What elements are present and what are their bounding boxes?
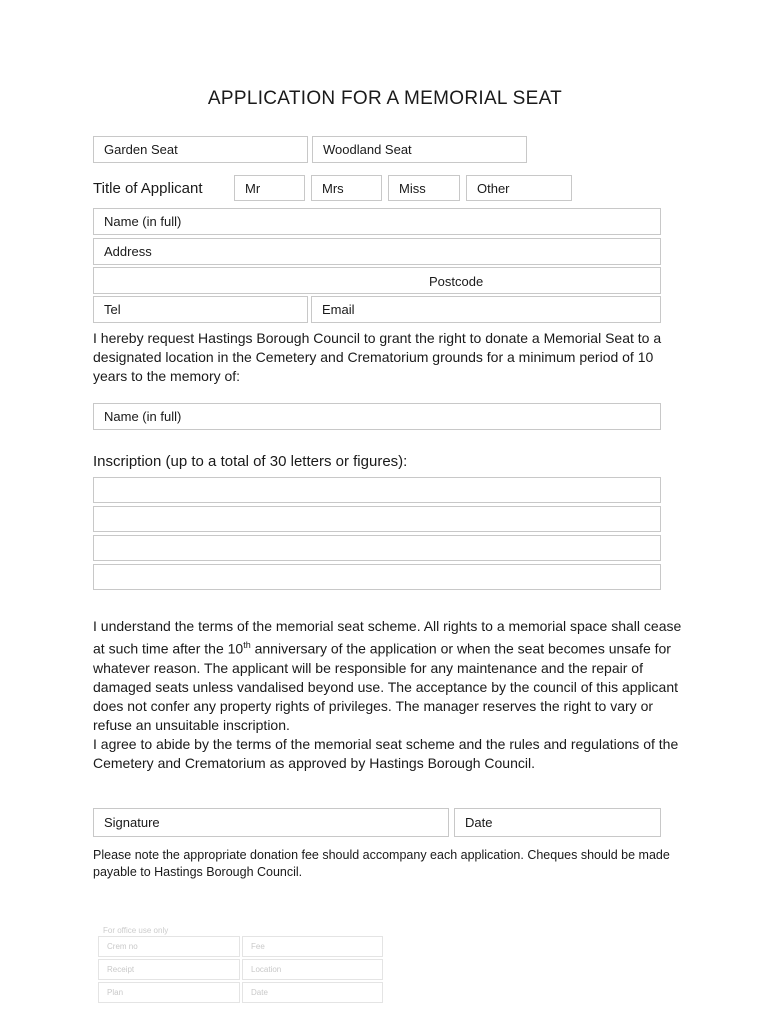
title-of-applicant-label: Title of Applicant — [93, 180, 203, 197]
email-label: Email — [322, 302, 355, 317]
inscription-line-1[interactable] — [93, 477, 661, 503]
office-use-heading: For office use only — [103, 926, 169, 935]
applicant-name-label: Name (in full) — [104, 214, 182, 229]
terms-text-part2: anniversary of the application or when the seat becomes unsafe for whatever reason. The applicant will be responsible for any maintenance and the repair of damaged seats unless vandalised beyond use. The acceptance by the council of this applicant does not confer any property rights of privileges. The manager reserves the right to vary or refuse an unsuitable inscription. — [93, 640, 679, 733]
date-label: Date — [465, 815, 493, 830]
garden-seat-label: Garden Seat — [104, 142, 178, 157]
title-mr-label: Mr — [245, 180, 261, 196]
office-plan-field[interactable] — [98, 982, 240, 1003]
inscription-line-3[interactable] — [93, 535, 661, 561]
inscription-line-4[interactable] — [93, 564, 661, 590]
address-line-2-field[interactable] — [93, 267, 661, 294]
address-label: Address — [104, 244, 152, 259]
office-crem-no-field[interactable] — [98, 936, 240, 957]
terms-superscript: th — [243, 640, 251, 650]
address-field[interactable] — [93, 238, 661, 265]
office-crem-no-label: Crem no — [107, 942, 138, 951]
office-date-label: Date — [251, 988, 268, 997]
office-plan-label: Plan — [107, 988, 124, 997]
title-mrs-label: Mrs — [322, 180, 344, 196]
garden-seat-option[interactable] — [93, 136, 308, 163]
office-location-label: Location — [251, 965, 282, 974]
date-field[interactable] — [454, 808, 661, 837]
woodland-seat-option[interactable] — [312, 136, 527, 163]
terms-text-part1: I understand the terms of the memorial seat scheme. All rights to a memorial space shall cease at such time after the 10 — [93, 618, 682, 657]
terms-paragraph — [93, 617, 683, 773]
office-receipt-label: Receipt — [107, 965, 135, 974]
inscription-line-2[interactable] — [93, 506, 661, 532]
request-paragraph: I hereby request Hastings Borough Council to grant the right to donate a Memorial Seat to a designated location in the Cemetery and Crematorium grounds for a minimum period of 10 years to the memory of: — [93, 330, 662, 384]
email-field[interactable] — [311, 296, 661, 323]
title-other-label: Other — [477, 180, 510, 196]
donation-note: Please note the appropriate donation fee should accompany each application. Cheques should be made payable to Hastings Borough Council. — [93, 848, 670, 879]
inscription-label: Inscription (up to a total of 30 letters or figures): — [93, 453, 408, 470]
title-miss-label: Miss — [399, 180, 426, 196]
woodland-seat-label: Woodland Seat — [323, 142, 412, 157]
postcode-label: Postcode — [429, 274, 484, 289]
tel-field[interactable] — [93, 296, 308, 323]
title-mrs-option[interactable] — [311, 175, 382, 201]
office-fee-label: Fee — [251, 942, 265, 951]
signature-field[interactable] — [93, 808, 449, 837]
deceased-name-label: Name (in full) — [104, 409, 182, 424]
agree-text: I agree to abide by the terms of the memorial seat scheme and the rules and regulations of the Cemetery and Crematorium as approved by Hastings Borough Council. — [93, 735, 679, 771]
title-miss-option[interactable] — [388, 175, 460, 201]
applicant-name-field[interactable] — [93, 208, 661, 235]
page-title: APPLICATION FOR A MEMORIAL SEAT — [207, 88, 563, 109]
office-receipt-field[interactable] — [98, 959, 240, 980]
title-other-option[interactable] — [466, 175, 572, 201]
title-mr-option[interactable] — [234, 175, 305, 201]
office-fee-field[interactable] — [242, 936, 383, 957]
signature-label: Signature — [104, 815, 160, 830]
tel-label: Tel — [104, 302, 121, 317]
office-date-field[interactable] — [242, 982, 383, 1003]
office-location-field[interactable] — [242, 959, 383, 980]
deceased-name-field[interactable] — [93, 403, 661, 430]
